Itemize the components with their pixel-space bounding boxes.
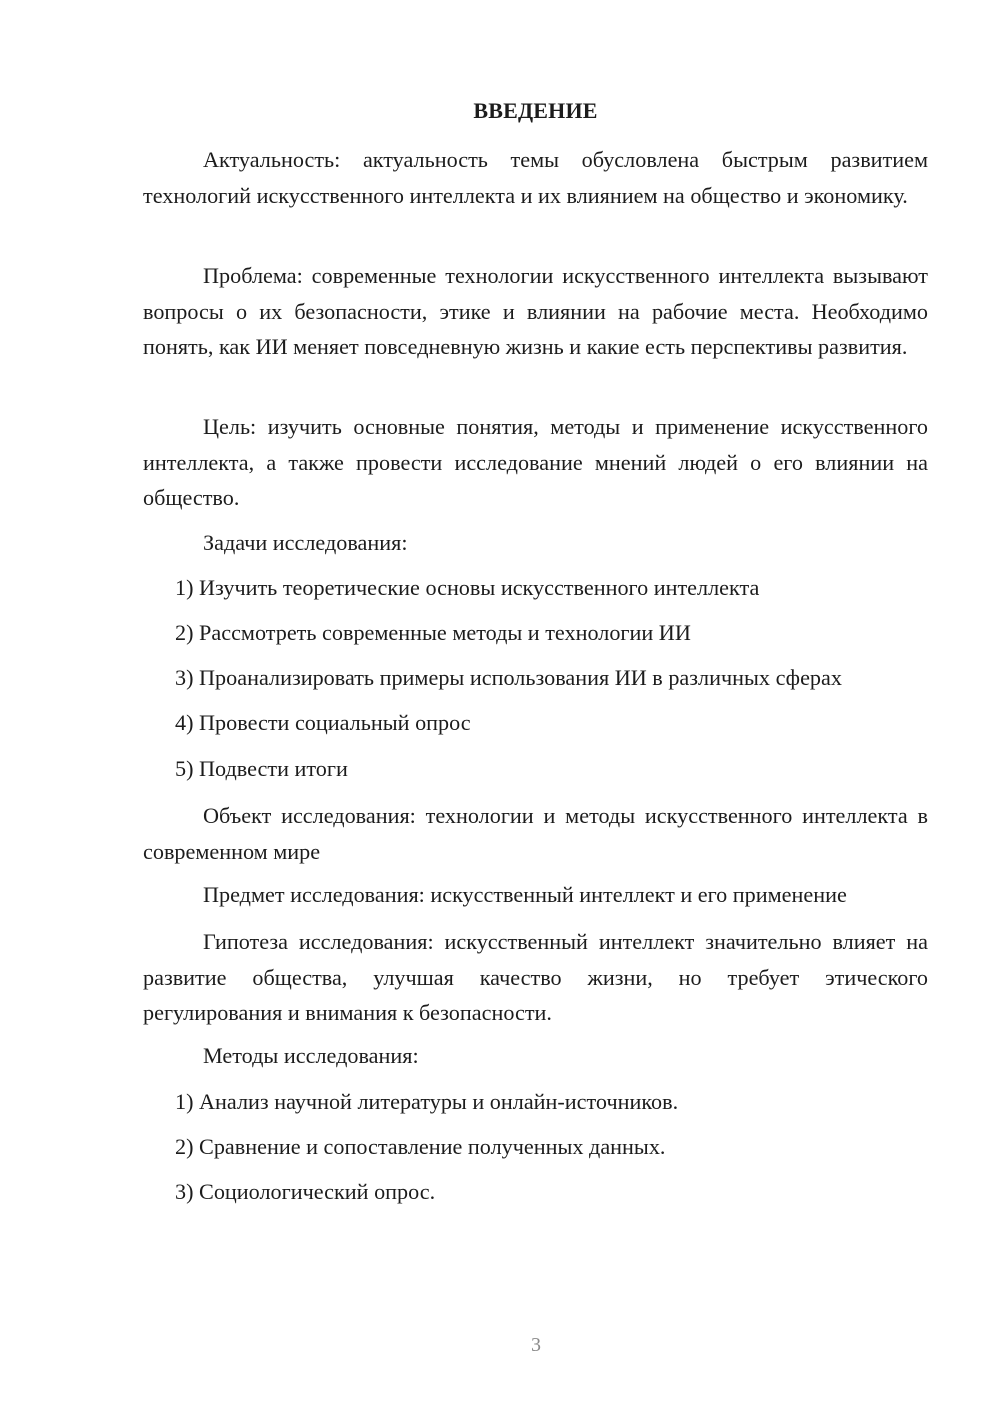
methods-heading: Методы исследования:: [203, 1043, 419, 1068]
task-item: 5) Подвести итоги: [175, 756, 348, 781]
paragraph-object: Объект исследования: технологии и методы искусственного интеллекта в современном мире: [143, 803, 928, 864]
task-item: 4) Провести социальный опрос: [175, 710, 471, 735]
paragraph-hypothesis: Гипотеза исследования: искусственный интеллект значительно влияет на развитие общества, улучшая качество жизни, но требует этического регулирования и внимания к безопасности.: [143, 929, 928, 1025]
subject-line: Предмет исследования: искусственный интеллект и его применение: [203, 882, 847, 907]
task-item: 2) Рассмотреть современные методы и технологии ИИ: [175, 620, 691, 645]
tasks-heading: Задачи исследования:: [203, 530, 408, 555]
method-item: 2) Сравнение и сопоставление полученных данных.: [175, 1134, 666, 1159]
task-item: 3) Проанализировать примеры использования ИИ в различных сферах: [175, 665, 842, 690]
paragraph-relevance: Актуальность: актуальность темы обусловлена быстрым развитием технологий искусственного интеллекта и их влиянием на общество и экономику.: [143, 147, 928, 208]
paragraph-goal: Цель: изучить основные понятия, методы и применение искусственного интеллекта, а также провести исследование мнений людей о его влиянии на общество.: [143, 414, 928, 510]
method-item: 1) Анализ научной литературы и онлайн-источников.: [175, 1089, 679, 1114]
method-item: 3) Социологический опрос.: [175, 1179, 436, 1204]
paragraph-problem: Проблема: современные технологии искусственного интеллекта вызывают вопросы о их безопасности, этике и влиянии на рабочие места. Необходимо понять, как ИИ меняет повседневную жизнь и какие есть перспективы развития.: [143, 263, 928, 359]
section-title: ВВЕДЕНИЕ: [473, 98, 598, 123]
task-item: 1) Изучить теоретические основы искусственного интеллекта: [175, 575, 760, 600]
page-number: 3: [531, 1334, 541, 1356]
